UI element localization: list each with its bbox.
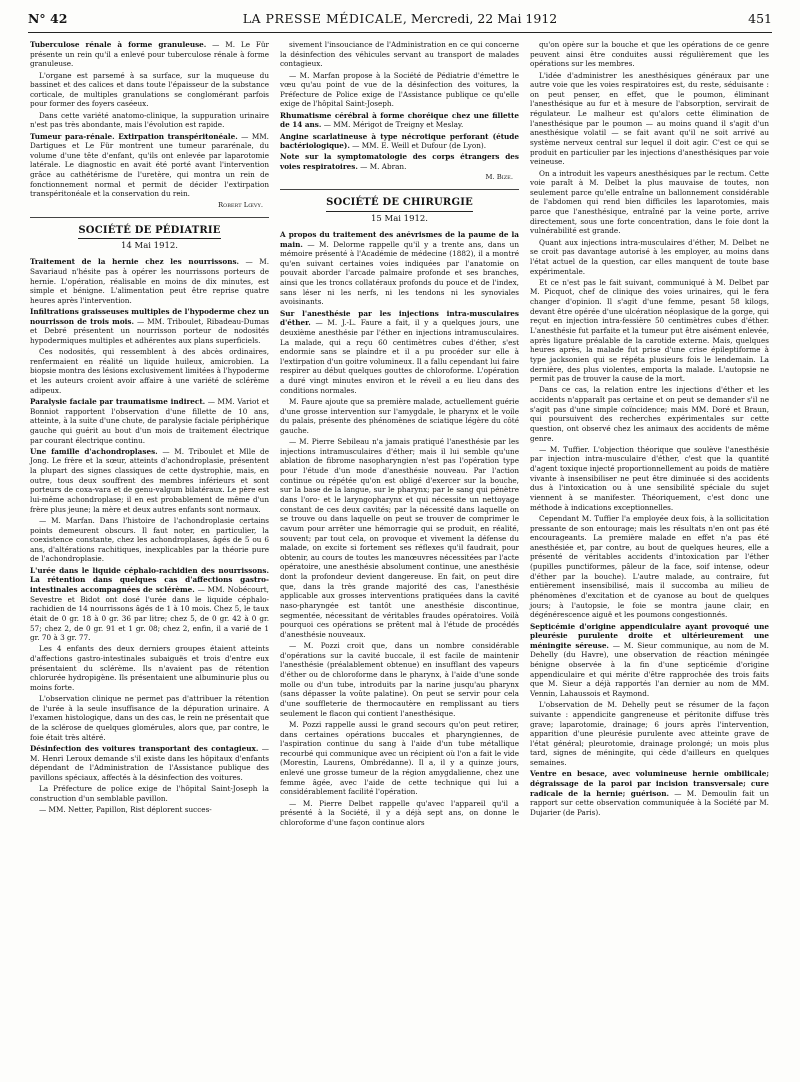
journal-title [28,11,772,26]
article-paragraph: Les 4 enfants des deux derniers groupes étaient atteints d'affections gastro-intestinales subaiguës et trois d'entre eux présentaient du sclérème. Ils n'avaient pas de rétention chlorurée hydropigène. Ils présentaient une albuminurie plus ou moins forte. [30,644,269,692]
article-paragraph: L'observation de M. Dehelly peut se résumer de la façon suivante : appendicite gangreneuse et péritonite diffuse très grave; laparotomie, drainage; 6 jours après l'intervention, apparition d'une pleurésie purulente avec atteinte grave de l'état général; pleurotomie, drainage prolongé; un mois plus tard, signes de méningite, qui cède d'ailleurs en quelques semaines. [530,700,769,768]
article-title: Note sur la symptomatologie des corps étrangers des voies respiratoires. [280,152,519,172]
page-number: 451 [748,11,772,26]
session-date: 15 Mai 1912. [370,213,429,224]
article-paragraph: — M. Marfan propose à la Société de Pédiatrie d'émettre le vœu qu'au point de vue de la désinfection des voitures, la Préfecture de Police exige de l'Assistance publique ce qu'elle exige de l'hôpital Saint-Joseph. [280,70,519,109]
issue-number: N° 42 [28,11,68,26]
article-paragraph: — M. Pierre Sebileau n'a jamais pratiqué l'anesthésie par les injections intramusculaires d'éther; mais il lui semble qu'une ablation de fibrome nasopharyngien n'est pas l'opération type pour l'étude d'un mode d'anesthésie nouveau. Par l'action continue ou répétée qu'on est obligé d'exercer sur la bouche, sur la base de la langue, sur le pharynx; par le sang qui pénètre dans l'oro- et le laryngopharynx et qui nécessite un nettoyage constant de ces deux cavités; par la nécessité dans laquelle on se trouve ou dans laquelle on peut se trouver de comprimer le cavum pour arrêter une hémorragie qui se produit, en réalité, souvent; par tout cela, on provoque et vivement la défense du malade, on excite si fortement ses réflexes qu'il faudrait, pour obtenir, au cours de toutes les manœuvres nécessitées par l'acte opératoire, une anesthésie absolument continue, une anesthésie dont la profondeur devient dangereuse. En fait, on peut dire que, dans la très grande majorité des cas, l'anesthésie applicable aux grosses interventions pratiquées dans la cavité naso-pharyngée est tantôt une anesthésie discontinue, segmentée, nécessitant de véritables fraudes opératoires. Voilà pourquoi ces opérations se prêtent mal à l'étude de procédés d'anesthésie nouveaux. [280,437,519,639]
article-paragraph: sivement l'insouciance de l'Administration en ce qui concerne la désinfection des véhicules servant au transport de malades contagieux. [280,40,519,69]
author-signature: Robert Lœvy. [218,200,263,209]
section-divider [280,189,519,190]
session-date: 14 Mai 1912. [120,240,179,251]
article-title: Ventre en besace, avec volumineuse hernie ombilicale; dégraissage de la paroi par incision transversale; cure radicale de la hernie; guérison. [530,769,769,798]
article-paragraph-titled: Septicémie d'origine appendiculaire ayant provoqué une pleurésie purulente droite et ultérieurement une méningite séreuse. — M. Sieur communique, au nom de M. Dehelly (du Havre), une observation de réaction méningée bénigne observée à la fin d'une septicémie d'origine appendiculaire et qui mérite d'être rapprochée des trois faits que M. Sieur a déjà rapportés l'an dernier au nom de MM. Vennin, Lahaussois et Raymond. [530,621,769,699]
article-paragraph: Dans ce cas, la relation entre les injections d'éther et les accidents n'apparaît pas certaine et on peut se demander s'il ne s'agit pas d'une simple coïncidence; mais MM. Doré et Braun, qui poursuivent des recherches expérimentales sur cette question, ont observé chez les animaux des accidents de même genre. [530,385,769,443]
society-heading-text: SOCIÉTÉ DE CHIRURGIE [326,196,473,211]
article-title: Angine scarlatineuse à type nécrotique perforant (étude bactériologique). [280,131,519,151]
article-paragraph-titled: Traitement de la hernie chez les nourrissons. — M. Savariaud n'hésite pas à opérer les nourrissons porteurs de hernie. L'opération, réalisable en moins de dix minutes, est simple et bénigne. L'alimentation peut être reprise quatre heures après l'intervention. [30,257,269,305]
journal-name: LA PRESSE MÉDICALE [242,11,403,26]
article-title: Sur l'anesthésie par les injections intra-musculaires d'éther. [280,308,519,328]
article-paragraph: Et ce n'est pas le fait suivant, communiqué à M. Delbet par M. Picquot, chef de clinique des voies urinaires, qui le fera changer d'opinion. Il s'agit d'une femme, pesant 58 kilogs, devant être opérée d'une ulcération néoplasique de la gorge, qui reçut en injection intra-fessière 50 centimètres cubes d'éther. L'anesthésie fut parfaite et la tumeur put être aisément enlevée, après ligature préalable de la carotide externe. Mais, quelques heures après, la malade fut prise d'une crise épileptiforme à type jacksonien qui se répéta plusieurs fois le lendemain. La dernière, des plus violentes, emporta la malade. L'autopsie ne permit pas de trouver la cause de la mort. [530,277,769,384]
article-paragraph: — M. Pierre Delbet rappelle qu'avec l'appareil qu'il a présenté à la Société, il y a déjà sept ans, on donne le chloroforme d'une façon continue alors [280,798,519,827]
article-title: Rhumatisme cérébral à forme choréique chez une fillette de 14 ans. [280,110,519,130]
column-2 [280,40,519,829]
article-paragraph: — M. Marfan. Dans l'histoire de l'achondroplasie certains points demeurent obscurs. Il faut noter, en particulier, la coexistence constante, chez les achondroplases, âgés de 5 ou 6 ans, d'altérations rachitiques, inexplicables par la théorie pure de l'achondroplasie. [30,515,269,564]
section-divider [30,217,269,218]
article-paragraph: qu'on opère sur la bouche et que les opérations de ce genre peuvent ainsi être conduites aussi régulièrement que les opérations sur les membres. [530,40,769,69]
article-paragraph: On a introduit les vapeurs anesthésiques par le rectum. Cette voie paraît à M. Delbet la plus mauvaise de toutes, non seulement parce qu'elle entraîne un ballonnement considérable de l'abdomen qui rend bien difficiles les laparotomies, mais parce que l'anesthésique, entraîné par la veine porte, arrive directement, sous une forte concentration, dans le foie dont la vulnérabilité est grande. [530,168,769,236]
article-title: L'urée dans le liquide céphalo-rachidien des nourrissons. La rétention dans quelques cas d'affections gastro-intestinales accompagnées de sclérème. [30,565,269,594]
article-paragraph-titled: Rhumatisme cérébral à forme choréique chez une fillette de 14 ans. — MM. Mérigot de Treigny et Meslay. [280,110,519,130]
article-paragraph-titled: Infiltrations graisseuses multiples de l'hypoderme chez un nourrisson de trois mois. — MM. Triboulet, Ribadeau-Dumas et Debré présentent un nourrisson porteur de nodosités hypodermiques multiples et adhérentes aux plans superficiels. [30,307,269,345]
article-title: Tuberculose rénale à forme granuleuse. [30,40,207,49]
article-paragraph: M. Pozzi rappelle aussi le grand secours qu'on peut retirer, dans certaines opérations buccales et pharyngiennes, de l'aspiration continue du sang à l'aide d'un tube métallique recourbé qui communique avec un récipient où l'on a fait le vide (Morestin, Laurens, Ombrédanne). Il a, il y a quinze jours, enlevé une grosse tumeur de la région amygdalienne, chez une femme âgée, avec l'aide de cette technique qui lui a considérablement facilité l'opération. [280,719,519,797]
article-paragraph: Dans cette variété anatomo-clinique, la suppuration urinaire n'est pas très abondante, mais l'évolution est rapide. [30,110,269,130]
article-paragraph-titled: Note sur la symptomatologie des corps étrangers des voies respiratoires. — M. Abran. [280,152,519,172]
article-paragraph-titled: L'urée dans le liquide céphalo-rachidien des nourrissons. La rétention dans quelques cas d'affections gastro-intestinales accompagnées de sclérème. — MM. Nobécourt, Sevestre et Bidot ont dosé l'urée dans le liquide céphalo-rachidien de 14 nourrissons âgés de 1 à 10 mois. Chez 5, le taux était de 0 gr. 18 à 0 gr. 36 par litre; chez 5, de 0 gr. 42 à 0 gr. 57; chez 2, de 0 gr. 91 et 1 gr. 08; chez 2, enfin, il a varié de 1 gr. 70 à 3 gr. 77. [30,565,269,643]
article-paragraph-titled: Tumeur para-rénale. Extirpation transpéritonéale. — MM. Dartigues et Le Für montrent une tumeur pararénale, du volume d'une tête d'enfant, qu'ils ont enlevée par laparotomie latérale. Le diagnostic en avait été porté avant l'intervention grâce au cathétérisme de l'uretère, qui montra un rein de fonctionnement normal et permit de décider l'extirpation transpéritonéale et la conservation du rein. [30,131,269,199]
issue-date: , Mercredi, 22 Mai 1912 [402,11,558,26]
column-1 [30,40,269,816]
article-paragraph-titled: Angine scarlatineuse à type nécrotique perforant (étude bactériologique). — MM. E. Weill et Dufour (de Lyon). [280,131,519,151]
article-paragraph-titled: Ventre en besace, avec volumineuse hernie ombilicale; dégraissage de la paroi par incision transversale; cure radicale de la hernie; guérison. — M. Demoulin fait un rapport sur cette observation communiquée à la Société par M. Dujarier (de Paris). [530,769,769,817]
article-paragraph: Cependant M. Tuffier l'a employée deux fois, à la sollicitation pressante de son entourage; mais les résultats n'en ont pas été encourageants. La première malade en effet n'a pas été anesthésiée et, par contre, au bout de quelques heures, elle a présenté de véritables accidents d'intoxication par l'éther (pupilles punctiformes, pâleur de la face, soif intense, odeur d'éther par la bouche). L'autre malade, au contraire, fut entièrement insensibilisé, mais il succomba au milieu de phénomènes d'excitation et de cyanose au bout de quelques jours; à l'autopsie, le foie se montra jaune clair, en dégénérescence aiguë et les poumons congestionnés. [530,513,769,620]
article-paragraph: L'idée d'administrer les anesthésiques généraux par une autre voie que les voies respiratoires est, du reste, séduisante : on peut penser, en effet, que le poumon, éliminant l'anesthésique au fur et à mesure de l'absorption, servirait de régulateur. Le malheur est qu'alors cette élimination de l'anesthésique par le poumon — au moins quand il s'agit d'un anesthésique volatil — se fait avant qu'il ne soit arrivé au système nerveux central sur lequel il doit agir. C'est ce qui se produit en particulier par les injections d'anesthésiques par voie veineuse. [530,70,769,167]
article-paragraph: La Préfecture de police exige de l'hôpital Saint-Joseph la construction d'un semblable pavillon. [30,784,269,803]
page-header [28,8,772,33]
article-paragraph-titled: Paralysie faciale par traumatisme indirect. — MM. Variot et Bonniot rapportent l'observation d'une fillette de 10 ans, atteinte, à la suite d'une chute, de paralysie faciale périphérique gauche qui guérit au bout d'un mois de traitement électrique par courant électrique continu. [30,397,269,445]
article-paragraph-titled: A propos du traitement des anévrismes de la paume de la main. — M. Delorme rappelle qu'il y a trente ans, dans un mémoire présenté à l'Académie de médecine (1882), il a montré qu'en suivant certaines voies indiquées par l'anatomie on pouvait aborder l'arcade palmaire profonde et ses branches, ainsi que les troncs collatéraux profonds du pouce et de l'index, sans léser ni les nerfs, ni les tendons ni les synoviales avoisinants. [280,229,519,307]
article-title: A propos du traitement des anévrismes de la paume de la main. [280,229,519,249]
article-paragraph: Ces nodosités, qui ressemblent à des abcès ordinaires, renfermaient en réalité un liquide huileux, amicrobien. La biopsie montra des lésions exclusivement limitées à l'hypoderme et les auteurs croient avoir affaire à une variété de sclérème adipeux. [30,347,269,395]
society-heading [30,224,269,239]
article-title: Désinfection des voitures transportant des contagieux. [30,743,259,753]
column-3 [530,40,769,819]
article-paragraph-titled: Sur l'anesthésie par les injections intra-musculaires d'éther. — M. J.-L. Faure a fait, il y a quelques jours, une deuxième anesthésie par l'éther en injections intramusculaires. La malade, qui a reçu 60 centimètres cubes d'éther, s'est endormie sans se plaindre et il a pu procéder sur elle à l'extirpation d'un goitre volumineux. Il a fallu cependant lui faire respirer au début quelques gouttes de chloroforme. L'opération a duré vingt minutes environ et le réveil a eu lieu dans des conditions normales. [280,308,519,395]
article-title: Paralysie faciale par traumatisme indirect. [30,397,206,406]
author-signature: M. Bize. [485,173,513,182]
article-title: Septicémie d'origine appendiculaire ayant provoqué une pleurésie purulente droite et ultérieurement une méningite séreuse. [530,621,769,650]
article-title: Traitement de la hernie chez les nourrissons. [30,257,240,267]
society-heading [280,196,519,211]
article-paragraph: — M. Tuffier. L'objection théorique que soulève l'anesthésie par injection intra-musculaire d'éther, c'est que la quantité d'agent toxique injecté proportionnellement au poids de matière vivante à insensibiliser ne peut être diminuée si des accidents dus à l'intoxication ou à une sensibilité spéciale du sujet viennent à se manifester. Théoriquement, c'est donc une méthode à indications exceptionnelles. [530,444,769,512]
article-paragraph-titled: Tuberculose rénale à forme granuleuse. — M. Le Für présente un rein qu'il a enlevé pour tuberculose rénale à forme granuleuse. [30,40,270,69]
article-paragraph: L'organe est parsemé à sa surface, sur la muqueuse du bassinet et des calices et dans toute l'épaisseur de la substance corticale, de multiples granulations se conglomérant parfois pour former des foyers caséeux. [30,70,269,109]
article-title: Infiltrations graisseuses multiples de l'hypoderme chez un nourrisson de trois mois. [30,307,269,326]
article-paragraph-titled: Une famille d'achondroplases. — M. Triboulet et Mlle de Jong. Le frère et la sœur, atteints d'achondroplasie, présentent la plupart des signes classiques de cette dystrophie, mais, en outre, tous deux souffrent des membres inférieurs et sont porteurs de coxa-vara et de genu-valgum bilatéraux. Le père est lui-même achondroplase; il en est probablement de même d'un frère plus jeune; la mère et deux autres enfants sont normaux. [30,446,269,514]
article-paragraph: — MM. Netter, Papillon, Rist déplorent succes- [39,805,212,815]
article-paragraph: L'observation clinique ne permet pas d'attribuer la rétention de l'urée à la seule insuffisance de la dépuration urinaire. A l'examen histologique, dans un des cas, le rein ne présentait que de la sclérose de quelques glomérules, alors que, par contre, le foie était très altéré. [30,694,269,742]
society-heading-text: SOCIÉTÉ DE PÉDIATRIE [78,224,220,239]
article-paragraph: — M. Pozzi croit que, dans un nombre considérable d'opérations sur la cavité buccale, il est facile de maintenir l'anesthésie (préalablement obtenue) en insufflant des vapeurs d'éther ou de chloroforme dans le pharynx, à l'aide d'une sonde molle ou d'un tube, introduits par la narine jusqu'au pharynx (sans dépasser la voûte palatine). On peut se servir pour cela d'une souffleterie de thermocautère en remplissant au tiers seulement le flacon qui contient l'anesthésique. [280,641,519,718]
article-paragraph: M. Faure ajoute que sa première malade, actuellement guérie d'une grosse intervention sur l'amygdale, le pharynx et le voile du palais, présente des phénomènes de sciatique légère du côté gauche. [280,397,519,435]
article-paragraph-titled: Désinfection des voitures transportant des contagieux. — M. Henri Leroux demande s'il existe dans les hôpitaux d'enfants dépendant de l'Administration de l'Assistance publique des pavillons spéciaux, affectés à la désinfection des voitures. [30,743,269,782]
article-paragraph: Quant aux injections intra-musculaires d'éther, M. Delbet ne se croit pas davantage autorisé à les employer, au moins dans l'état actuel de la question, car elles manquent de toute base expérimentale. [530,237,769,276]
article-title: Tumeur para-rénale. Extirpation transpéritonéale. [30,131,238,141]
article-title: Une famille d'achondroplases. [30,446,158,456]
